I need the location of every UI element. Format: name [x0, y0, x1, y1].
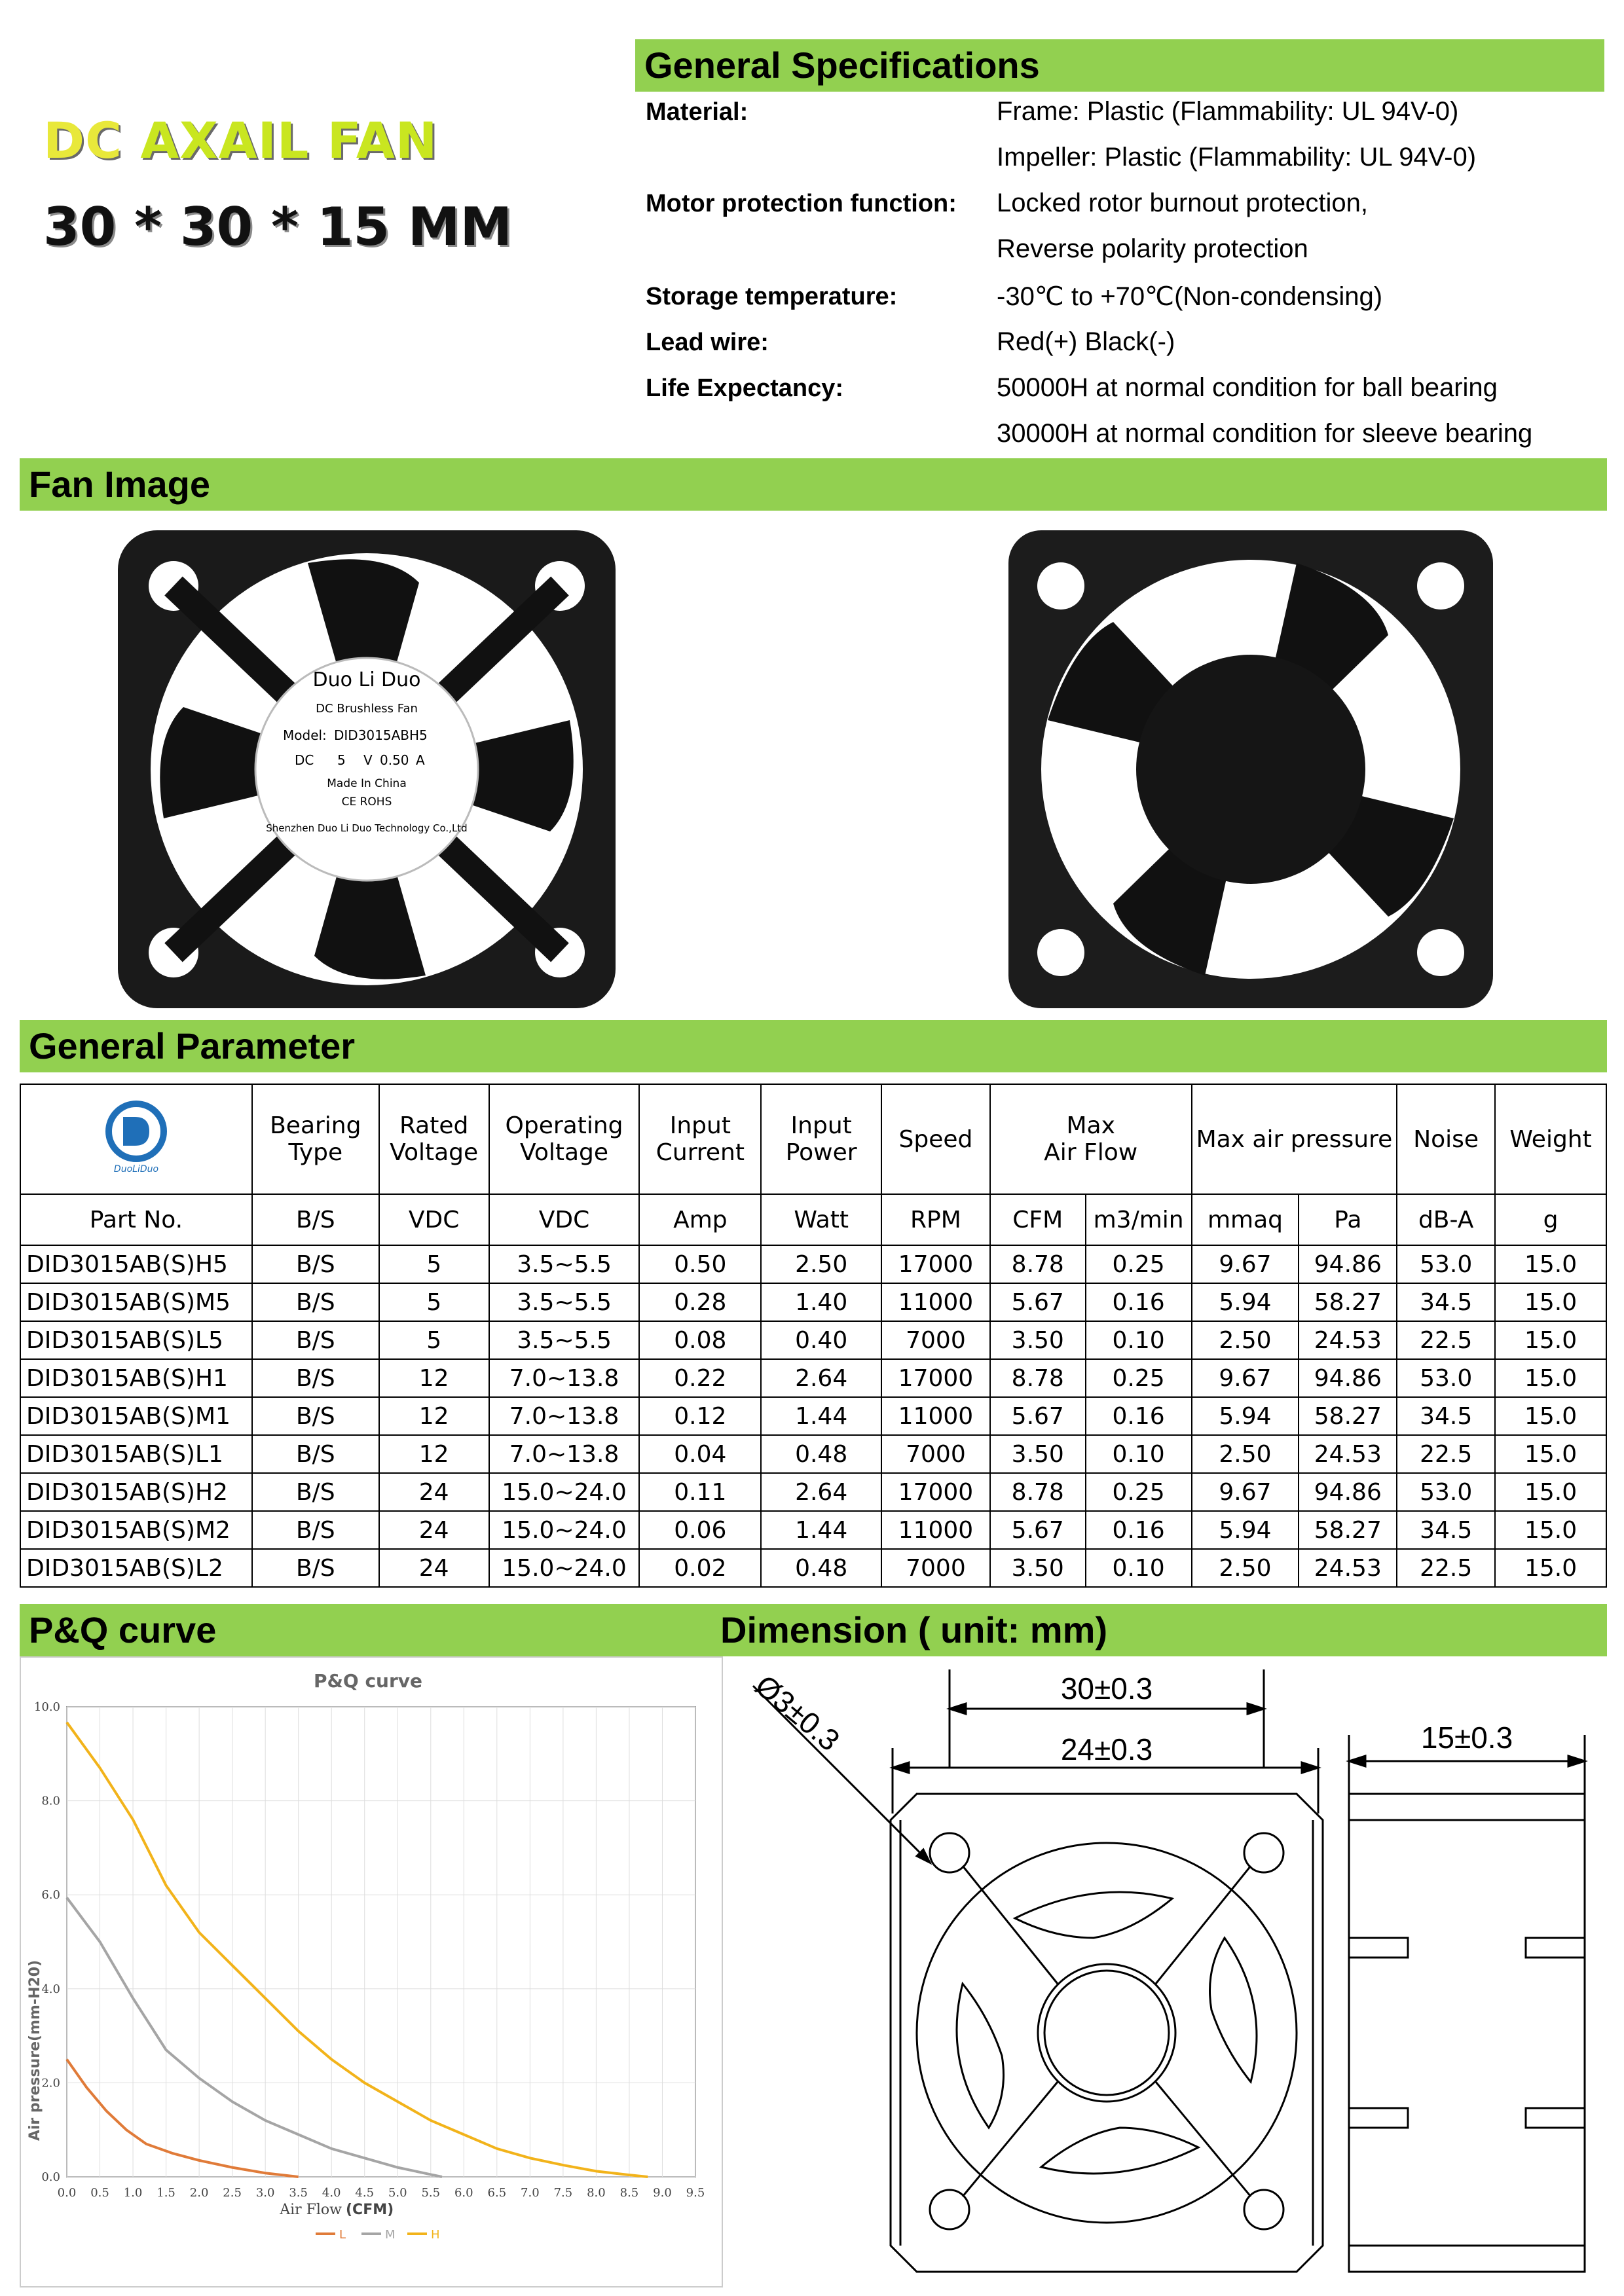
table-cell: 2.64 [761, 1359, 881, 1397]
table-cell: 1.44 [761, 1511, 881, 1549]
unit-cell: B/S [252, 1194, 379, 1245]
table-cell: 5 [379, 1283, 489, 1321]
dimension-front-view [753, 1669, 1323, 2272]
table-cell: 2.64 [761, 1473, 881, 1511]
table-cell: 15.0 [1495, 1435, 1606, 1473]
fan-back-hole-tl [1037, 562, 1084, 610]
table-cell: 22.5 [1397, 1321, 1495, 1359]
pq-chart-frame [20, 1656, 723, 2287]
table-cell: 12 [379, 1397, 489, 1435]
fan-back-hole-tr [1417, 562, 1464, 610]
table-cell: 0.16 [1086, 1397, 1192, 1435]
spec-life-label: Life Expectancy: [646, 374, 843, 402]
fan-back-hole-bl [1037, 929, 1084, 976]
table-cell: 0.40 [761, 1321, 881, 1359]
header-max-pressure: Max air pressure [1192, 1084, 1397, 1194]
spec-storage-label: Storage temperature: [646, 283, 898, 310]
table-cell: 0.04 [639, 1435, 761, 1473]
pq-chart-ticks [34, 1700, 705, 2200]
table-cell: 7.0~13.8 [489, 1359, 640, 1397]
unit-cell: VDC [489, 1194, 640, 1245]
table-cell: 0.25 [1086, 1245, 1192, 1283]
table-cell: 5.67 [990, 1397, 1086, 1435]
part-number-cell: DID3015AB(S)M5 [20, 1283, 252, 1321]
table-cell: 5.67 [990, 1283, 1086, 1321]
pq-ytick-label: 0.0 [41, 2170, 60, 2184]
table-row [20, 1359, 1606, 1397]
table-cell: B/S [252, 1435, 379, 1473]
spec-motor-value-1: Locked rotor burnout protection, [997, 189, 1369, 217]
table-cell: 5.94 [1192, 1397, 1299, 1435]
table-cell: 8.78 [990, 1473, 1086, 1511]
spec-life-value-1: 50000H at normal condition for ball bearing [997, 373, 1498, 402]
header-max-airflow: Max Air Flow [990, 1084, 1192, 1194]
table-cell: 0.28 [639, 1283, 761, 1321]
table-cell: 3.50 [990, 1435, 1086, 1473]
part-number-cell: DID3015AB(S)L2 [20, 1549, 252, 1587]
fan-label-brand: Duo Li Duo [312, 668, 421, 691]
dimension-header [720, 1604, 1607, 1656]
table-cell: 5 [379, 1321, 489, 1359]
table-cell: 3.50 [990, 1549, 1086, 1587]
table-cell: 34.5 [1397, 1511, 1495, 1549]
pq-legend-label-M: M [385, 2228, 396, 2242]
fan-label-volt: 5 [337, 752, 346, 768]
unit-cell: Part No. [20, 1194, 252, 1245]
table-cell: 5 [379, 1245, 489, 1283]
header-weight: Weight [1495, 1084, 1606, 1194]
fan-label-made: Made In China [327, 777, 407, 790]
header-speed: Speed [881, 1084, 990, 1194]
dimension-hole-label: Ø3±0.3 [748, 1667, 847, 1758]
table-cell: 24 [379, 1473, 489, 1511]
table-cell: 24 [379, 1549, 489, 1587]
pq-ytick-label: 8.0 [41, 1794, 60, 1808]
unit-cell: RPM [881, 1194, 990, 1245]
pq-chart-xlabel-unit: (CFM) [346, 2202, 394, 2218]
table-cell: 58.27 [1299, 1397, 1397, 1435]
part-number-cell: DID3015AB(S)M1 [20, 1397, 252, 1435]
dimension-outer-label: 30±0.3 [1060, 1671, 1153, 1705]
general-param-title: General Parameter [29, 1025, 356, 1066]
table-cell: 5.67 [990, 1511, 1086, 1549]
table-cell: 0.22 [639, 1359, 761, 1397]
spec-material-label: Material: [646, 98, 748, 126]
pq-legend-label-L: L [339, 2228, 346, 2242]
table-cell: 5.94 [1192, 1511, 1299, 1549]
unit-cell: Pa [1299, 1194, 1397, 1245]
pq-curve-header [20, 1604, 720, 1656]
table-cell: 3.5~5.5 [489, 1245, 640, 1283]
table-cell: 24 [379, 1511, 489, 1549]
spec-lead-value: Red(+) Black(-) [997, 327, 1175, 356]
table-cell: 9.67 [1192, 1245, 1299, 1283]
table-cell: B/S [252, 1321, 379, 1359]
table-cell: 0.08 [639, 1321, 761, 1359]
general-spec-title: General Specifications [644, 45, 1040, 86]
table-cell: 7000 [881, 1435, 990, 1473]
pq-legend-label-H: H [431, 2228, 440, 2242]
part-number-cell: DID3015AB(S)L1 [20, 1435, 252, 1473]
product-title [43, 111, 437, 170]
table-row [20, 1283, 1606, 1321]
spec-motor-label: Motor protection function: [646, 190, 957, 217]
table-cell: B/S [252, 1511, 379, 1549]
logo-cell [20, 1084, 252, 1194]
dimension-title: Dimension ( unit: mm) [720, 1609, 1108, 1650]
table-cell: 3.5~5.5 [489, 1321, 640, 1359]
dimension-depth-label: 15±0.3 [1420, 1721, 1513, 1755]
pq-xtick-label: 9.5 [686, 2186, 705, 2200]
table-cell: 34.5 [1397, 1283, 1495, 1321]
table-cell: 34.5 [1397, 1397, 1495, 1435]
table-cell: 58.27 [1299, 1283, 1397, 1321]
table-row [20, 1549, 1606, 1587]
unit-cell: mmaq [1192, 1194, 1299, 1245]
table-cell: 24.53 [1299, 1549, 1397, 1587]
pq-xtick-label: 7.5 [553, 2186, 573, 2200]
table-cell: 15.0 [1495, 1283, 1606, 1321]
table-cell: 0.10 [1086, 1321, 1192, 1359]
table-cell: 3.5~5.5 [489, 1283, 640, 1321]
table-cell: 0.25 [1086, 1359, 1192, 1397]
table-cell: 11000 [881, 1511, 990, 1549]
dimension-inner-label: 24±0.3 [1060, 1732, 1153, 1766]
table-row [20, 1321, 1606, 1359]
table-cell: 1.40 [761, 1283, 881, 1321]
table-cell: 53.0 [1397, 1245, 1495, 1283]
table-cell: 2.50 [1192, 1321, 1299, 1359]
fan-label-amp: 0.50 [380, 752, 409, 768]
part-number-cell: DID3015AB(S)H5 [20, 1245, 252, 1283]
part-number-cell: DID3015AB(S)H1 [20, 1359, 252, 1397]
pq-ytick-label: 4.0 [41, 1982, 60, 1996]
pq-xtick-label: 6.5 [487, 2186, 507, 2200]
table-cell: 15.0~24.0 [489, 1511, 640, 1549]
unit-cell: VDC [379, 1194, 489, 1245]
general-param-header [20, 1020, 1607, 1072]
table-cell: B/S [252, 1397, 379, 1435]
table-cell: 17000 [881, 1245, 990, 1283]
table-cell: 2.50 [1192, 1435, 1299, 1473]
dimension-drawing [727, 1663, 1604, 2291]
pq-xtick-label: 3.5 [289, 2186, 308, 2200]
fan-label-type: DC Brushless Fan [316, 702, 418, 716]
dimension-side-view [1349, 1735, 1585, 2272]
table-cell: B/S [252, 1549, 379, 1587]
table-cell: 7.0~13.8 [489, 1435, 640, 1473]
fan-label-model-label: Model: [283, 727, 327, 743]
fan-label-model: DID3015ABH5 [334, 727, 428, 743]
header-operating-voltage: Operating Voltage [489, 1084, 640, 1194]
logo-text: DuoLiDuo [113, 1163, 159, 1175]
table-cell: 53.0 [1397, 1359, 1495, 1397]
parameter-table [20, 1084, 1607, 1588]
table-cell: 5.94 [1192, 1283, 1299, 1321]
pq-chart-xlabel: Air Flow [280, 2202, 342, 2218]
part-number-cell: DID3015AB(S)M2 [20, 1511, 252, 1549]
pq-chart-title: P&Q curve [313, 1670, 423, 1692]
table-cell: 0.10 [1086, 1435, 1192, 1473]
title-axail-fan: AXAIL FAN [140, 111, 438, 170]
table-row [20, 1511, 1606, 1549]
table-row [20, 1435, 1606, 1473]
table-cell: 0.11 [639, 1473, 761, 1511]
table-cell: B/S [252, 1473, 379, 1511]
table-units-row [20, 1194, 1606, 1245]
part-number-cell: DID3015AB(S)H2 [20, 1473, 252, 1511]
table-cell: 2.50 [761, 1245, 881, 1283]
fan-image-header [20, 458, 1607, 511]
unit-cell: m3/min [1086, 1194, 1192, 1245]
pq-chart-grid [67, 1707, 695, 2177]
pq-xtick-label: 2.5 [223, 2186, 242, 2200]
unit-cell: dB-A [1397, 1194, 1495, 1245]
table-cell: 0.25 [1086, 1473, 1192, 1511]
unit-cell: CFM [990, 1194, 1086, 1245]
table-cell: 15.0 [1495, 1549, 1606, 1587]
table-cell: B/S [252, 1245, 379, 1283]
pq-xtick-label: 6.0 [454, 2186, 473, 2200]
pq-chart-ylabel: Air pressure(mm-H20) [27, 1959, 43, 2141]
table-row [20, 1473, 1606, 1511]
table-cell: 0.16 [1086, 1283, 1192, 1321]
spec-material-impeller: Impeller: Plastic (Flammability: UL 94V-0) [997, 143, 1477, 172]
pq-xtick-label: 4.0 [322, 2186, 341, 2200]
table-cell: 17000 [881, 1473, 990, 1511]
table-cell: 15.0 [1495, 1321, 1606, 1359]
table-cell: 15.0 [1495, 1359, 1606, 1397]
table-cell: 0.16 [1086, 1511, 1192, 1549]
table-cell: 17000 [881, 1359, 990, 1397]
table-cell: 12 [379, 1359, 489, 1397]
pq-ytick-label: 6.0 [41, 1888, 60, 1903]
table-cell: 0.10 [1086, 1549, 1192, 1587]
table-cell: 0.12 [639, 1397, 761, 1435]
fan-front-photo [111, 524, 622, 1015]
pq-chart-lines [67, 1722, 648, 2177]
table-cell: 11000 [881, 1283, 990, 1321]
table-cell: 15.0 [1495, 1511, 1606, 1549]
table-row [20, 1397, 1606, 1435]
duoliduo-logo-icon [97, 1097, 175, 1176]
pq-series-H [67, 1722, 648, 2177]
pq-chart [21, 1658, 722, 2286]
header-rated-voltage: Rated Voltage [379, 1084, 489, 1194]
table-cell: 2.50 [1192, 1549, 1299, 1587]
table-cell: 58.27 [1299, 1511, 1397, 1549]
table-cell: 15.0~24.0 [489, 1549, 640, 1587]
pq-xtick-label: 1.0 [123, 2186, 143, 2200]
fan-label-dc: DC [295, 752, 314, 768]
table-body [20, 1245, 1606, 1587]
pq-xtick-label: 5.0 [388, 2186, 407, 2200]
header-bearing: Bearing Type [252, 1084, 379, 1194]
pq-xtick-label: 7.0 [521, 2186, 540, 2200]
fan-front-label [255, 658, 478, 881]
pq-xtick-label: 9.0 [653, 2186, 672, 2200]
spec-storage-value: -30℃ to +70℃(Non-condensing) [997, 282, 1383, 311]
fan-back-hole-br [1417, 929, 1464, 976]
fan-label-company: Shenzhen Duo Li Duo Technology Co.,Ltd [266, 822, 468, 834]
fan-label-a: A [416, 752, 425, 768]
fan-label-v: V [363, 752, 373, 768]
pq-xtick-label: 0.5 [90, 2186, 109, 2200]
general-spec-header [635, 39, 1604, 92]
table-cell: 8.78 [990, 1245, 1086, 1283]
unit-cell: g [1495, 1194, 1606, 1245]
table-cell: 24.53 [1299, 1435, 1397, 1473]
header-noise: Noise [1397, 1084, 1495, 1194]
header-input-current: Input Current [639, 1084, 761, 1194]
pq-chart-legend [316, 2228, 440, 2242]
header-input-power: Input Power [761, 1084, 881, 1194]
unit-cell: Watt [761, 1194, 881, 1245]
table-row [20, 1245, 1606, 1283]
table-cell: 22.5 [1397, 1549, 1495, 1587]
table-cell: 15.0 [1495, 1245, 1606, 1283]
table-cell: 15.0~24.0 [489, 1473, 640, 1511]
table-cell: 11000 [881, 1397, 990, 1435]
title-dc: DC [43, 111, 122, 170]
table-cell: 8.78 [990, 1359, 1086, 1397]
table-cell: 24.53 [1299, 1321, 1397, 1359]
table-cell: 15.0 [1495, 1397, 1606, 1435]
pq-xtick-label: 8.0 [587, 2186, 606, 2200]
pq-plot-area [67, 1707, 695, 2177]
table-cell: 9.67 [1192, 1473, 1299, 1511]
table-cell: 53.0 [1397, 1473, 1495, 1511]
table-cell: 7000 [881, 1549, 990, 1587]
table-header-row [20, 1084, 1606, 1194]
table-cell: 0.50 [639, 1245, 761, 1283]
unit-cell: Amp [639, 1194, 761, 1245]
table-cell: 12 [379, 1435, 489, 1473]
table-cell: 7.0~13.8 [489, 1397, 640, 1435]
fan-image-title: Fan Image [29, 464, 210, 505]
pq-xtick-label: 0.0 [57, 2186, 77, 2200]
table-cell: 7000 [881, 1321, 990, 1359]
fan-label-cert: CE ROHS [341, 795, 392, 809]
table-cell: B/S [252, 1283, 379, 1321]
pq-curve-title: P&Q curve [29, 1609, 217, 1650]
table-cell: 94.86 [1299, 1359, 1397, 1397]
table-cell: 0.48 [761, 1435, 881, 1473]
pq-series-M [67, 1898, 442, 2177]
spec-lead-label: Lead wire: [646, 329, 769, 356]
pq-ytick-label: 10.0 [33, 1700, 60, 1714]
table-cell: 0.02 [639, 1549, 761, 1587]
table-cell: B/S [252, 1359, 379, 1397]
table-cell: 22.5 [1397, 1435, 1495, 1473]
pq-xtick-label: 3.0 [255, 2186, 275, 2200]
pq-xtick-label: 2.0 [189, 2186, 209, 2200]
pq-xtick-label: 5.5 [421, 2186, 441, 2200]
table-cell: 1.44 [761, 1397, 881, 1435]
pq-ytick-label: 2.0 [41, 2076, 60, 2090]
part-number-cell: DID3015AB(S)L5 [20, 1321, 252, 1359]
table-cell: 94.86 [1299, 1473, 1397, 1511]
pq-xtick-label: 8.5 [619, 2186, 639, 2200]
table-cell: 3.50 [990, 1321, 1086, 1359]
pq-xtick-label: 4.5 [355, 2186, 375, 2200]
table-cell: 15.0 [1495, 1473, 1606, 1511]
table-cell: 9.67 [1192, 1359, 1299, 1397]
spec-life-value-2: 30000H at normal condition for sleeve bearing [997, 419, 1533, 448]
table-cell: 94.86 [1299, 1245, 1397, 1283]
product-size: 30 * 30 * 15 MM [43, 196, 513, 257]
table-cell: 0.06 [639, 1511, 761, 1549]
fan-back-photo [995, 524, 1506, 1015]
spec-material-frame: Frame: Plastic (Flammability: UL 94V-0) [997, 97, 1459, 126]
spec-motor-value-2: Reverse polarity protection [997, 234, 1308, 263]
table-cell: 0.48 [761, 1549, 881, 1587]
fan-back-hub [1136, 655, 1365, 884]
pq-xtick-label: 1.5 [157, 2186, 175, 2200]
